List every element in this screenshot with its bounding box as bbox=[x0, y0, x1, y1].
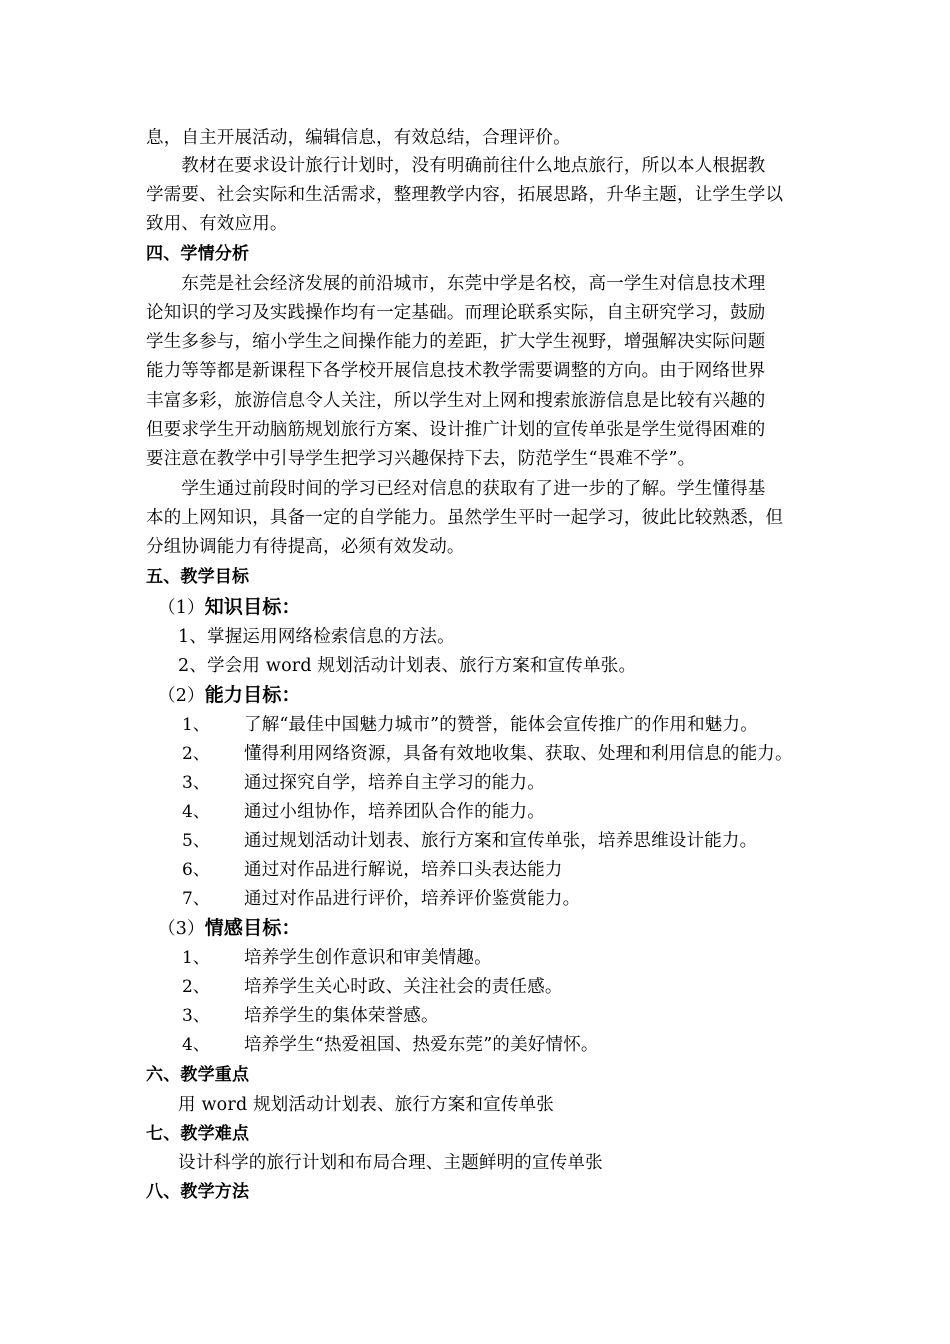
subheading-label: 情感目标： bbox=[204, 917, 301, 939]
list-number: 1、 bbox=[182, 715, 210, 735]
list-number: 2、 bbox=[182, 744, 210, 764]
list-number: 6、 bbox=[182, 860, 210, 880]
paragraph-line: 教材在要求设计旅行计划时，没有明确前往什么地点旅行，所以本人根据教 bbox=[146, 156, 766, 176]
subheading-label: 知识目标： bbox=[204, 596, 301, 618]
paragraph-line: 设计科学的旅行计划和布局合理、主题鲜明的宣传单张 bbox=[178, 1153, 603, 1173]
paragraph-line: 分组协调能力有待提高，必须有效发动。 bbox=[146, 537, 465, 557]
subheading-emotion bbox=[158, 917, 828, 940]
list-number: 4、 bbox=[182, 1035, 210, 1055]
paragraph-line: 要注意在教学中引导学生把学习兴趣保持下去，防范学生“畏难不学”。 bbox=[146, 449, 696, 469]
list-number: 3、 bbox=[182, 773, 210, 793]
list-item: 2、学会用 word 规划活动计划表、旅行方案和宣传单张。 bbox=[178, 656, 637, 676]
section-heading-8: 八、教学方法 bbox=[146, 1182, 250, 1202]
subheading-knowledge bbox=[158, 596, 828, 619]
paragraph-line: 本的上网知识，具备一定的自学能力。虽然学生平时一起学习，彼此比较熟悉，但 bbox=[146, 508, 784, 528]
subheading-prefix: （2） bbox=[158, 686, 205, 706]
list-text: 培养学生创作意识和审美情趣。 bbox=[244, 948, 492, 968]
list-text: 通过对作品进行解说，培养口头表达能力 bbox=[244, 860, 563, 880]
section-heading-7: 七、教学难点 bbox=[146, 1124, 250, 1144]
subheading-prefix: （1） bbox=[158, 598, 205, 618]
paragraph-line: 学生通过前段时间的学习已经对信息的获取有了进一步的了解。学生懂得基 bbox=[146, 479, 766, 499]
list-number: 4、 bbox=[182, 802, 210, 822]
subheading-label: 能力目标： bbox=[204, 684, 301, 706]
list-text: 通过探究自学，培养自主学习的能力。 bbox=[244, 773, 545, 793]
list-number: 3、 bbox=[182, 1006, 210, 1026]
subheading-prefix: （3） bbox=[158, 919, 205, 939]
list-number: 5、 bbox=[182, 831, 210, 851]
paragraph-line: 致用、有效应用。 bbox=[146, 214, 288, 234]
paragraph-line: 论知识的学习及实践操作均有一定基础。而理论联系实际，自主研究学习，鼓励 bbox=[146, 303, 766, 323]
paragraph-line: 用 word 规划活动计划表、旅行方案和宣传单张 bbox=[178, 1095, 555, 1115]
paragraph-line: 东莞是社会经济发展的前沿城市，东莞中学是名校，高一学生对信息技术理 bbox=[146, 274, 766, 294]
list-text: 培养学生“热爱祖国、热爱东莞”的美好情怀。 bbox=[244, 1035, 599, 1055]
subheading-ability bbox=[158, 684, 828, 707]
section-heading-5: 五、教学目标 bbox=[146, 567, 250, 587]
paragraph-line: 丰富多彩，旅游信息令人关注，所以学生对上网和搜索旅游信息是比较有兴趣的 bbox=[146, 391, 766, 411]
paragraph-line: 但要求学生开动脑筋规划旅行方案、设计推广计划的宣传单张是学生觉得困难的 bbox=[146, 420, 766, 440]
list-text: 通过对作品进行评价，培养评价鉴赏能力。 bbox=[244, 889, 581, 909]
paragraph-line: 能力等等都是新课程下各学校开展信息技术教学需要调整的方向。由于网络世界 bbox=[146, 361, 766, 381]
section-heading-6: 六、教学重点 bbox=[146, 1065, 250, 1085]
list-text: 懂得利用网络资源，具备有效地收集、获取、处理和利用信息的能力。 bbox=[244, 744, 793, 764]
list-number: 7、 bbox=[182, 889, 210, 909]
list-text: 培养学生关心时政、关注社会的责任感。 bbox=[244, 977, 563, 997]
list-number: 2、 bbox=[182, 977, 210, 997]
list-number: 1、 bbox=[182, 948, 210, 968]
paragraph-line: 息，自主开展活动，编辑信息，有效总结，合理评价。 bbox=[146, 128, 571, 148]
list-text: 培养学生的集体荣誉感。 bbox=[244, 1006, 439, 1026]
list-text: 通过规划活动计划表、旅行方案和宣传单张，培养思维设计能力。 bbox=[244, 831, 758, 851]
list-text: 了解“最佳中国魅力城市”的赞誉，能体会宣传推广的作用和魅力。 bbox=[244, 715, 758, 735]
paragraph-line: 学需要、社会实际和生活需求，整理教学内容，拓展思路，升华主题，让学生学以 bbox=[146, 185, 784, 205]
paragraph-line: 学生多参与，缩小学生之间操作能力的差距，扩大学生视野，增强解决实际问题 bbox=[146, 332, 766, 352]
list-text: 通过小组协作，培养团队合作的能力。 bbox=[244, 802, 545, 822]
section-heading-4: 四、学情分析 bbox=[146, 244, 250, 264]
list-item: 1、掌握运用网络检索信息的方法。 bbox=[178, 627, 455, 647]
